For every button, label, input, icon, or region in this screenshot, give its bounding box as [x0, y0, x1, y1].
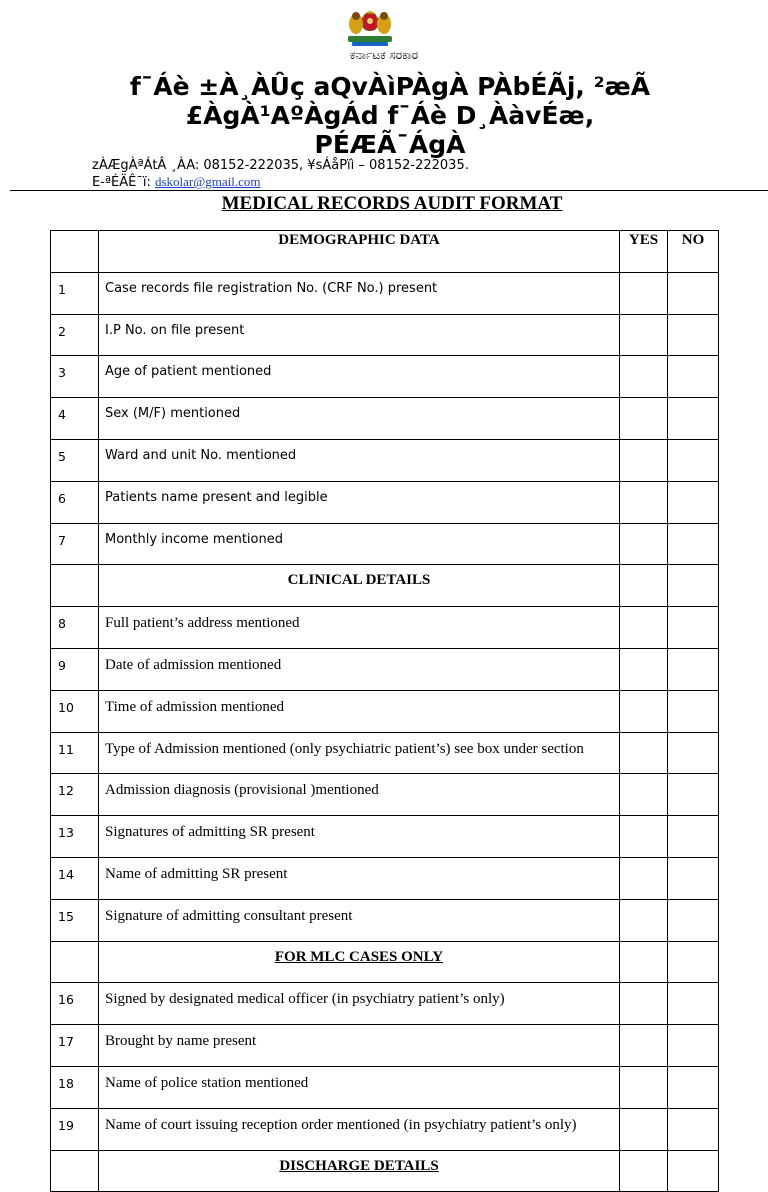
section-heading [99, 565, 620, 607]
karnataka-emblem-icon [340, 2, 400, 48]
row-number: 12 [51, 774, 99, 816]
section-row [51, 565, 719, 607]
no-cell[interactable] [668, 272, 719, 314]
no-cell[interactable] [668, 607, 719, 649]
yes-cell[interactable] [620, 1150, 668, 1192]
no-cell[interactable] [668, 1108, 719, 1150]
row-criterion: Monthly income mentioned [99, 523, 620, 565]
no-cell[interactable] [668, 356, 719, 398]
audit-table-body [51, 231, 719, 1192]
table-row [51, 857, 719, 899]
no-cell[interactable] [668, 1150, 719, 1192]
row-criterion: Ward and unit No. mentioned [99, 439, 620, 481]
table-row [51, 607, 719, 649]
office-title [60, 72, 720, 159]
row-criterion: Brought by name present [99, 1025, 620, 1067]
table-row [51, 272, 719, 314]
row-criterion: Type of Admission mentioned (only psychiatric patient’s) see box under section [99, 732, 620, 774]
yes-cell[interactable] [620, 648, 668, 690]
row-number: 16 [51, 983, 99, 1025]
row-criterion: Patients name present and legible [99, 481, 620, 523]
table-row [51, 439, 719, 481]
demographic-data-heading: DEMOGRAPHIC DATA [99, 231, 620, 273]
table-row [51, 356, 719, 398]
no-cell[interactable] [668, 481, 719, 523]
row-number: 2 [51, 314, 99, 356]
no-cell[interactable] [668, 1025, 719, 1067]
section-heading [99, 1150, 620, 1192]
no-cell[interactable] [668, 941, 719, 983]
section-number-cell [51, 565, 99, 607]
section-row [51, 1150, 719, 1192]
yes-cell[interactable] [620, 481, 668, 523]
row-criterion: Name of court issuing reception order mentioned (in psychiatry patient’s only) [99, 1108, 620, 1150]
table-row [51, 648, 719, 690]
yes-cell[interactable] [620, 941, 668, 983]
row-number: 13 [51, 816, 99, 858]
row-number: 15 [51, 899, 99, 941]
yes-column-heading: YES [620, 231, 668, 273]
audit-table [50, 230, 719, 1192]
table-row [51, 732, 719, 774]
yes-cell[interactable] [620, 983, 668, 1025]
yes-cell[interactable] [620, 1108, 668, 1150]
row-criterion: I.P No. on file present [99, 314, 620, 356]
yes-cell[interactable] [620, 774, 668, 816]
no-cell[interactable] [668, 398, 719, 440]
row-criterion: Sex (M/F) mentioned [99, 398, 620, 440]
row-criterion: Age of patient mentioned [99, 356, 620, 398]
table-row [51, 314, 719, 356]
no-column-heading: NO [668, 231, 719, 273]
table-row [51, 983, 719, 1025]
section-heading-text: CLINICAL DETAILS [287, 572, 431, 589]
table-row [51, 523, 719, 565]
no-cell[interactable] [668, 1066, 719, 1108]
row-number: 9 [51, 648, 99, 690]
section-heading-text: FOR MLC CASES ONLY [274, 948, 444, 965]
row-criterion: Time of admission mentioned [99, 690, 620, 732]
yes-cell[interactable] [620, 398, 668, 440]
row-number: 5 [51, 439, 99, 481]
table-row [51, 1066, 719, 1108]
row-number: 11 [51, 732, 99, 774]
no-cell[interactable] [668, 565, 719, 607]
row-number: 3 [51, 356, 99, 398]
phone-fax-line: zÀÆgÀªÁtÂ ¸ÀA: 08152-222035, ¥sÁåPïì – 08152-222035. [92, 158, 469, 173]
no-cell[interactable] [668, 314, 719, 356]
table-row [51, 481, 719, 523]
row-number: 14 [51, 857, 99, 899]
table-row [51, 690, 719, 732]
yes-cell[interactable] [620, 272, 668, 314]
yes-cell[interactable] [620, 857, 668, 899]
table-row [51, 816, 719, 858]
yes-cell[interactable] [620, 816, 668, 858]
yes-cell[interactable] [620, 439, 668, 481]
yes-cell[interactable] [620, 523, 668, 565]
yes-cell[interactable] [620, 1066, 668, 1108]
row-criterion: Admission diagnosis (provisional )mentioned [99, 774, 620, 816]
email-label: E-ªÉÄÊ¯ï: [92, 175, 151, 190]
table-row [51, 774, 719, 816]
row-number: 10 [51, 690, 99, 732]
yes-cell[interactable] [620, 899, 668, 941]
row-number: 8 [51, 607, 99, 649]
contact-block [92, 158, 469, 191]
no-cell[interactable] [668, 690, 719, 732]
email-link[interactable]: dskolar@gmail.com [154, 174, 261, 189]
table-row [51, 1025, 719, 1067]
table-header-row [51, 231, 719, 273]
no-cell[interactable] [668, 899, 719, 941]
row-criterion: Case records file registration No. (CRF No.) present [99, 272, 620, 314]
section-heading [99, 941, 620, 983]
row-number: 4 [51, 398, 99, 440]
row-criterion: Signed by designated medical officer (in psychiatry patient’s only) [99, 983, 620, 1025]
row-criterion: Full patient’s address mentioned [99, 607, 620, 649]
row-number: 17 [51, 1025, 99, 1067]
office-title-line-3: PÉÆÃ¯ÁgÀ [314, 130, 466, 159]
yes-cell[interactable] [620, 690, 668, 732]
row-number: 6 [51, 481, 99, 523]
yes-cell[interactable] [620, 565, 668, 607]
office-title-line-1: f¯Áè ±À¸ÀÛç aQvÀìPÀgÀ PÀbÉÃj, ²æÃ [129, 72, 651, 101]
table-row [51, 899, 719, 941]
row-number: 19 [51, 1108, 99, 1150]
yes-cell[interactable] [620, 1025, 668, 1067]
header-divider [10, 190, 768, 191]
table-row [51, 398, 719, 440]
section-number-cell [51, 941, 99, 983]
row-criterion: Name of police station mentioned [99, 1066, 620, 1108]
no-cell[interactable] [668, 816, 719, 858]
no-cell[interactable] [668, 857, 719, 899]
no-cell[interactable] [668, 648, 719, 690]
office-title-line-2: £ÀgÀ¹AºÀgÁd f¯Áè D¸ÀàvÉæ, [185, 101, 595, 130]
row-criterion: Date of admission mentioned [99, 648, 620, 690]
row-criterion: Signature of admitting consultant present [99, 899, 620, 941]
section-row [51, 941, 719, 983]
yes-cell[interactable] [620, 732, 668, 774]
table-row [51, 1108, 719, 1150]
row-criterion: Name of admitting SR present [99, 857, 620, 899]
no-cell[interactable] [668, 983, 719, 1025]
row-number: 7 [51, 523, 99, 565]
row-number: 1 [51, 272, 99, 314]
header-number-cell [51, 231, 99, 273]
document-title: MEDICAL RECORDS AUDIT FORMAT [221, 193, 563, 214]
section-heading-text: DISCHARGE DETAILS [279, 1157, 439, 1174]
yes-cell[interactable] [620, 314, 668, 356]
no-cell[interactable] [668, 439, 719, 481]
row-criterion: Signatures of admitting SR present [99, 816, 620, 858]
no-cell[interactable] [668, 732, 719, 774]
section-number-cell [51, 1150, 99, 1192]
email-line [92, 174, 469, 191]
no-cell[interactable] [668, 774, 719, 816]
row-number: 18 [51, 1066, 99, 1108]
yes-cell[interactable] [620, 607, 668, 649]
government-label: ಕರ್ನಾಟಕ ಸರಕಾರ [349, 48, 419, 62]
yes-cell[interactable] [620, 356, 668, 398]
no-cell[interactable] [668, 523, 719, 565]
